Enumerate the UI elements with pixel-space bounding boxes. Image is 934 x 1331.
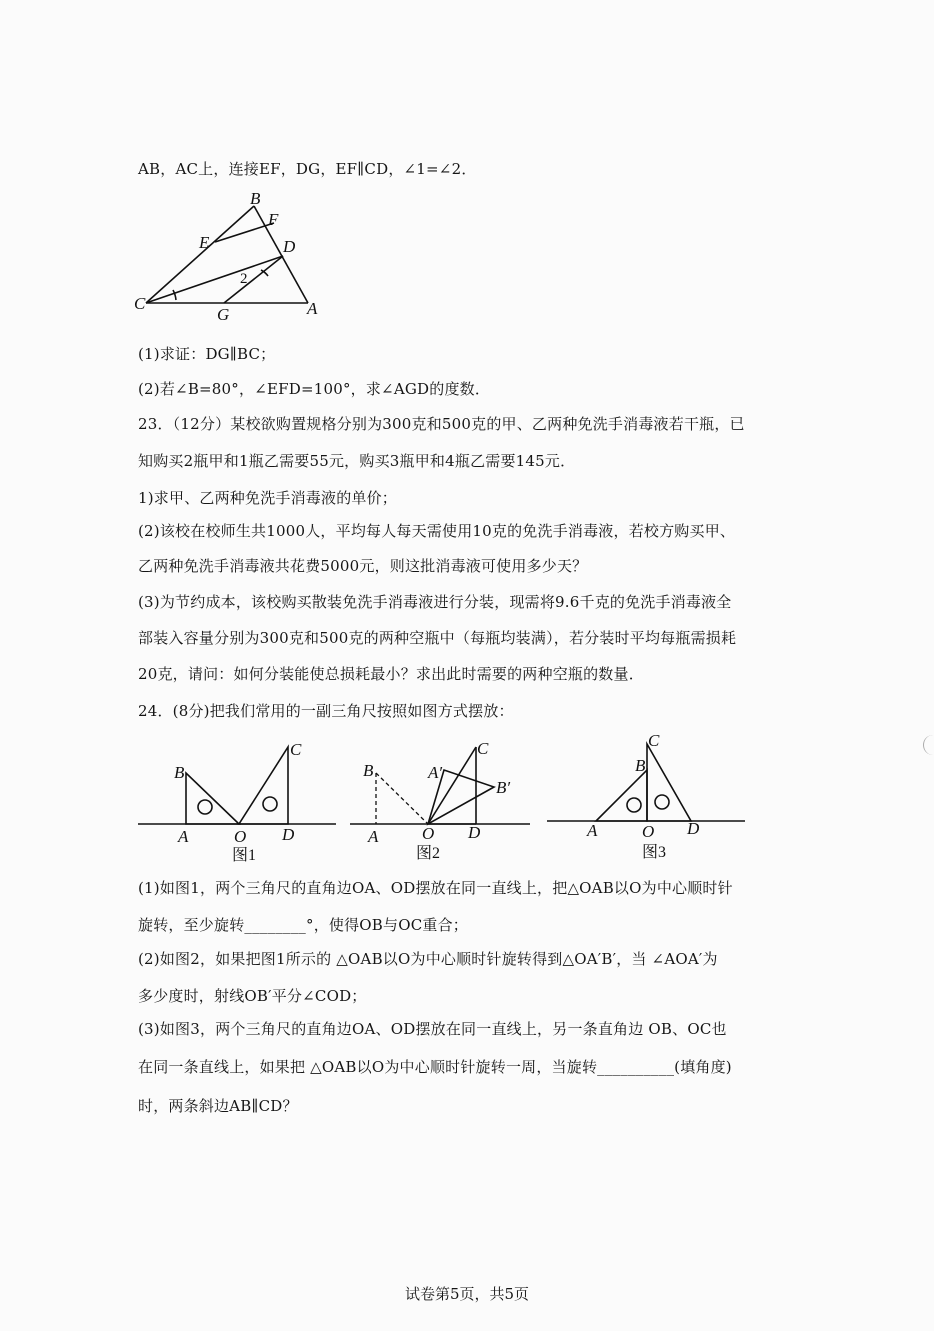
label-D: D [283,237,296,256]
q23-part3-a: (3)为节约成本，该校购买散装免洗手消毒液进行分装，现需将9.6千克的免洗手消毒液全 [138,593,732,611]
q23-line1: 23．（12分）某校欲购置规格分别为300克和500克的甲、乙两种免洗手消毒液若干瓶，已 [138,415,745,433]
page-footer: 试卷第5页，共5页 [404,1285,530,1303]
angle-1-arc [173,290,176,300]
segment-BA [254,206,308,303]
label-A: A [178,827,189,846]
figure-caption: 图2 [416,845,441,862]
q24-part3-c: 时，两条斜边AB∥CD？ [138,1097,298,1115]
label-C: C [648,731,660,750]
label-B: B [174,763,185,782]
q23-line2: 知购买2瓶甲和1瓶乙需要55元，购买3瓶甲和4瓶乙需要145元． [138,452,576,470]
label-A: A [307,299,318,318]
label-B: B [635,756,646,775]
label-G: G [217,305,230,323]
q24-part1-a: (1)如图1，两个三角尺的直角边OA、OD摆放在同一直线上，把△OAB以O为中心顺时针 [138,879,733,897]
q22-part1: (1)求证：DG∥BC； [138,345,276,363]
q24-part3-a: (3)如图3，两个三角尺的直角边OA、OD摆放在同一直线上，另一条直角边 OB、OC也 [138,1020,727,1038]
triangle-hole [263,797,277,811]
label-O: O [234,827,247,846]
label-C: C [477,739,489,758]
label-O: O [642,822,655,841]
q23-part1: 1)求甲、乙两种免洗手消毒液的单价； [138,489,397,507]
label-A-prime: A′ [428,763,443,782]
q23-part3-c: 20克，请问：如何分装能使总损耗最小？求出此时需要的两种空瓶的数量． [138,665,644,683]
triangle-OAB [186,773,239,824]
q22-part2: (2)若∠B=80°，∠EFD=100°，求∠AGD的度数． [138,380,491,398]
triangle-hole [198,800,212,814]
q24-figure-2 [348,735,533,865]
q22-triangle-figure [128,188,338,323]
label-2: 2 [240,271,248,287]
segment-CD [146,256,283,303]
q23-part2-a: (2)该校在校师生共1000人，平均每人每天需使用10克的免洗手消毒液，若校方购买甲、 [138,522,736,540]
q23-part3-b: 部装入容量分别为300克和500克的两种空瓶中（每瓶均装满），若分装时平均每瓶需损耗 [138,629,737,647]
label-B-prime: B′ [496,778,511,797]
triangle-ODC [647,744,691,821]
triangle-ODC [239,747,288,824]
label-O: O [422,824,435,843]
q24-part2-a: (2)如图2，如果把图1所示的 △OAB以O为中心顺时针旋转得到△OA′B′，当 ∠AOA′为 [138,950,718,968]
segment-DG [224,256,283,303]
q24-figure-1 [138,735,338,865]
original-hypotenuse [376,773,428,824]
hypotenuse-OC [428,747,476,824]
label-D: D [282,825,295,844]
q24-part3-b: 在同一条直线上，如果把 △OAB以O为中心顺时针旋转一周，当旋转__________(填角度) [138,1058,732,1076]
label-B: B [250,189,261,208]
label-B: B [363,761,374,780]
figure-caption: 图3 [642,844,667,861]
q24-part2-b: 多少度时，射线OB′平分∠COD； [138,987,367,1005]
label-A: A [368,827,379,846]
label-C: C [134,294,146,313]
page-edge-mark [923,735,934,755]
label-C: C [290,740,302,759]
q23-part2-b: 乙两种免洗手消毒液共花费5000元，则这批消毒液可使用多少天？ [138,557,588,575]
figure-caption: 图1 [232,847,257,864]
q24-figure-3 [545,730,747,865]
q22-intro: AB，AC上，连接EF，DG，EF∥CD，∠1=∠2． [138,160,477,178]
label-D: D [687,819,700,838]
q24-part1-b: 旋转，至少旋转________°，使得OB与OC重合； [138,916,468,934]
label-E: E [199,233,210,252]
label-A: A [587,821,598,840]
segment-CB [146,206,254,303]
label-F: F [268,210,279,229]
label-D: D [468,823,481,842]
q24-intro: 24．(8分)把我们常用的一副三角尺按照如图方式摆放： [138,702,514,720]
triangle-OAB [596,770,647,821]
triangle-hole [627,798,641,812]
triangle-hole [655,795,669,809]
